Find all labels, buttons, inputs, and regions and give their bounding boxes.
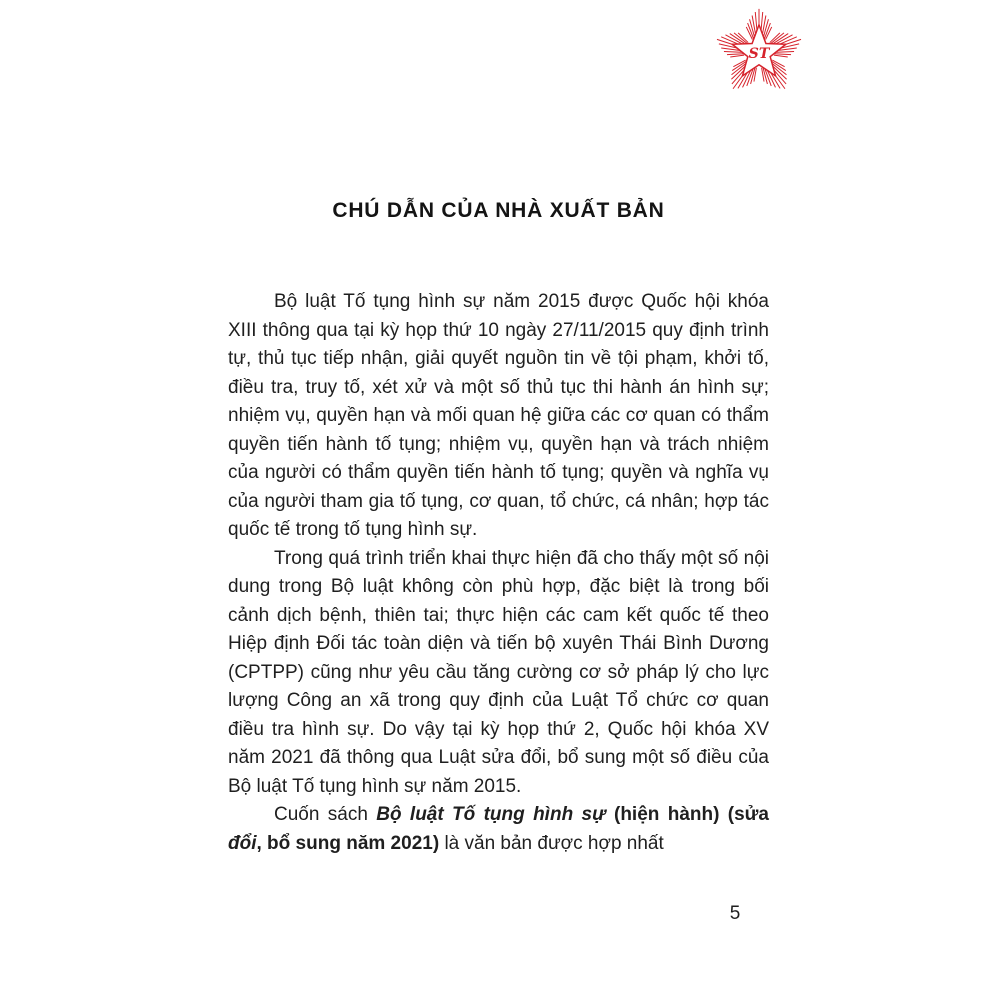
publisher-monogram: ST (748, 46, 770, 63)
text-segment: là văn bản được hợp nhất (444, 832, 664, 854)
logo-ray (727, 54, 744, 55)
text-segment: (hiện hành) (sửa (614, 804, 769, 825)
text-segment: Cuốn sách (274, 804, 377, 825)
logo-ray (730, 55, 744, 57)
text-segment: Bộ luật Tố tụng hình sự năm 2015 được Quốc hội khóa XIII thông qua tại kỳ họp thứ 10 ngày 27/11/2015 quy định trình tự, thủ tục tiếp nhận, giải quyết nguồn tin về tội phạm, khởi tố, điều tra, truy tố, xét xử và một số thủ tục thi hành án hình sự; nhiệm vụ, quyền hạn và mối quan hệ giữa các cơ quan có thẩm quyền tiến hành tố tụng; nhiệm vụ, quyền hạn và trách nhiệm của người có thẩm quyền tiến hành tố tụng; quyền và nghĩa vụ của người tham gia tố tụng, cơ quan, tổ chức, cá nhân; hợp tác quốc tế trong tố tụng hình sự. (228, 291, 769, 540)
publisher-logo (712, 6, 806, 100)
text-segment: đổi (228, 832, 257, 854)
logo-ray (774, 54, 791, 55)
body-text (228, 288, 769, 858)
page-title: CHÚ DẪN CỦA NHÀ XUẤT BẢN (332, 199, 665, 222)
logo-ray (774, 55, 788, 57)
page-number: 5 (729, 903, 741, 924)
body-paragraph (228, 288, 769, 545)
text-segment: Bộ luật Tố tụng hình sự (376, 804, 614, 825)
text-segment: Trong quá trình triển khai thực hiện đã cho thấy một số nội dung trong Bộ luật không còn phù hợp, đặc biệt là trong bối cảnh dịch bệnh, thiên tai; thực hiện các cam kết quốc tế theo Hiệp định Đối tác toàn diện và tiến bộ xuyên Thái Bình Dương (CPTPP) cũng như yêu cầu tăng cường cơ sở pháp lý cho lực lượng Công an xã trong quy định của Luật Tổ chức cơ quan điều tra hình sự. Do vậy tại kỳ họp thứ 2, Quốc hội khóa XV năm 2021 đã thông qua Luật sửa đổi, bổ sung một số điều của Bộ luật Tố tụng hình sự năm 2015. (228, 547, 769, 797)
publisher-star-icon (712, 6, 806, 100)
text-segment: , bổ sung năm 2021) (256, 832, 445, 854)
body-paragraph (228, 545, 769, 802)
body-paragraph (228, 801, 769, 858)
